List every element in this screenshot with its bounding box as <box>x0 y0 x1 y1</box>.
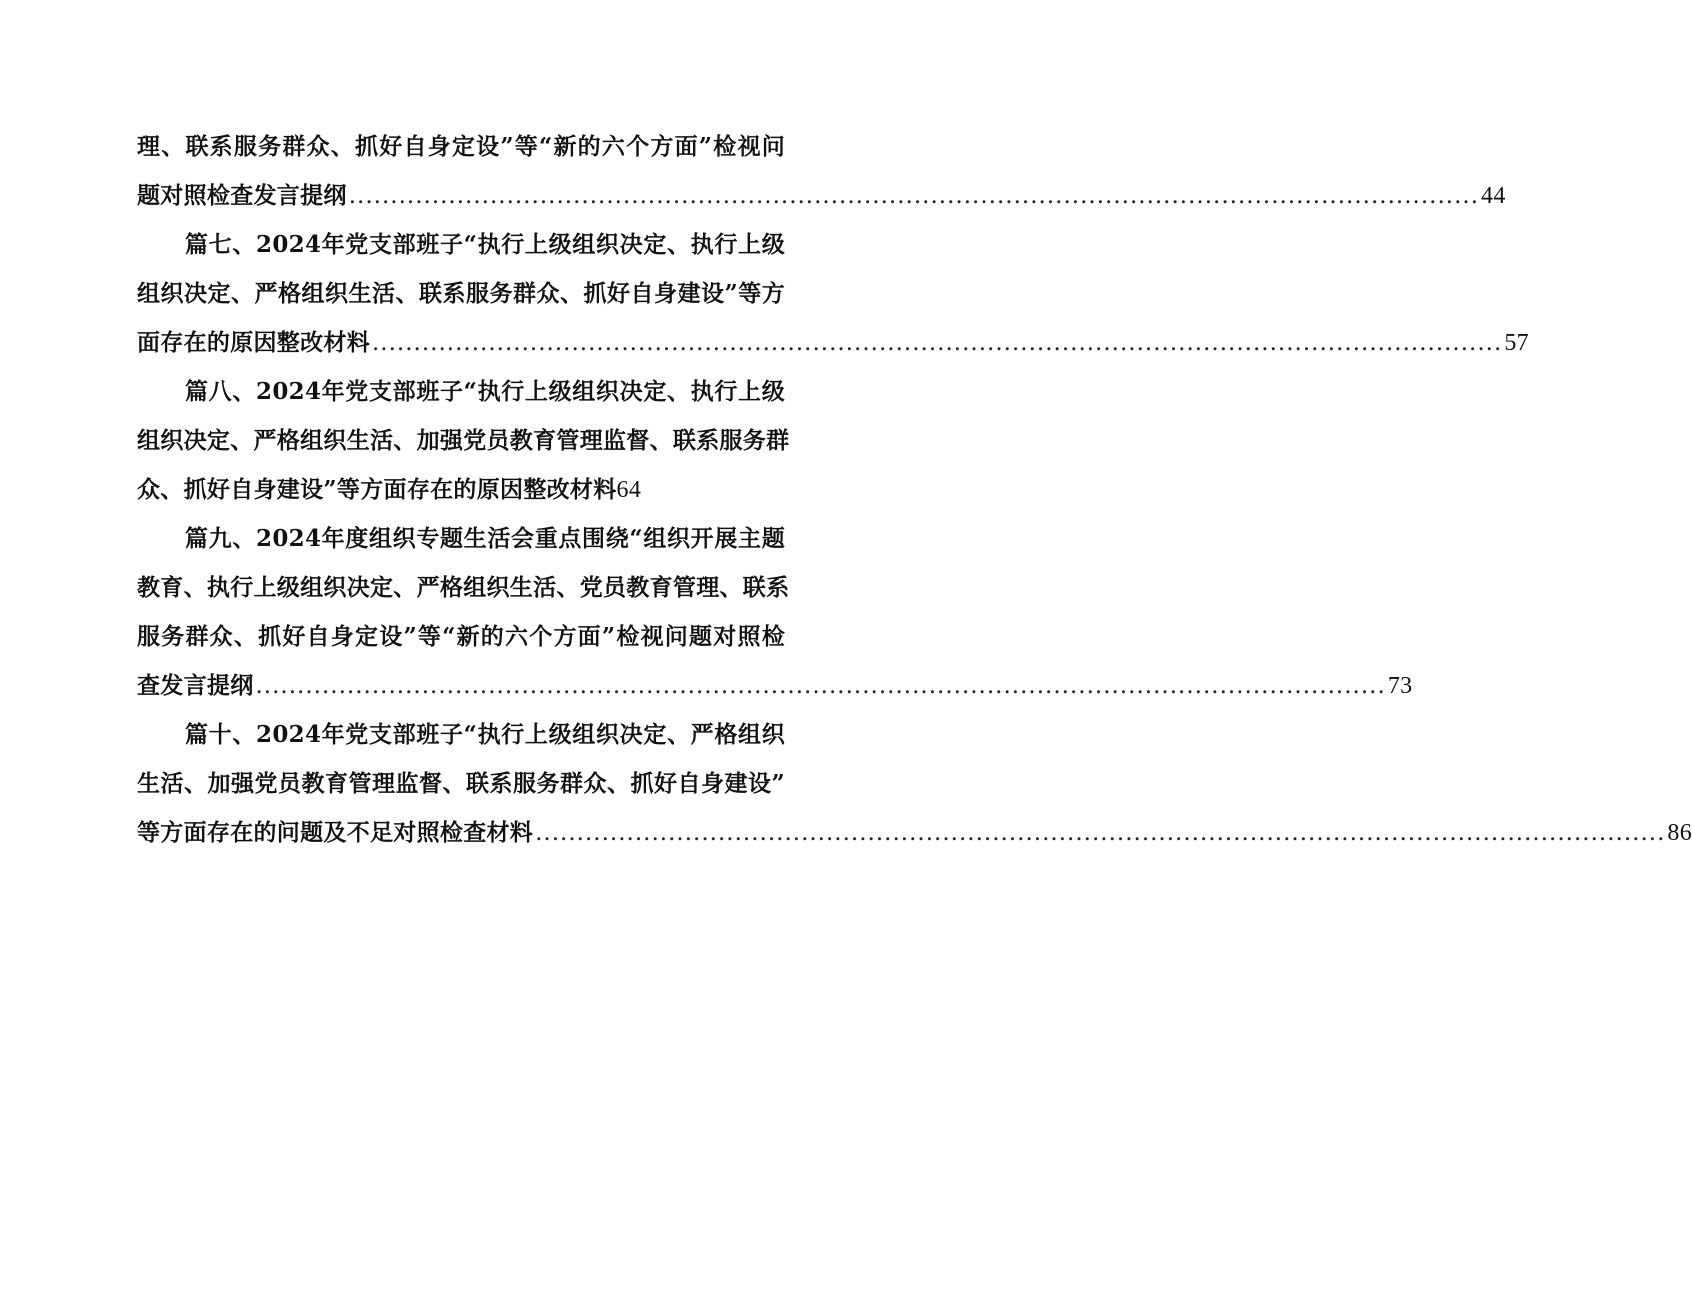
toc-entry-title-end: 众、抓好自身建设”等方面存在的原因整改材料 <box>137 476 617 503</box>
toc-entry-line: 组织决定、严格组织生活、加强党员教育管理监督、联系服务群 <box>137 427 790 454</box>
toc-entry-line: 篇十、2024年党支部班子“执行上级组织决定、严格组织 <box>185 721 785 748</box>
toc-entry-last-line <box>137 171 1506 220</box>
toc-entry-line: 理、联系服务群众、抓好自身定设”等“新的六个方面”检视问 <box>137 133 785 160</box>
toc-entry[interactable] <box>137 710 1692 857</box>
page-number: 73 <box>1387 673 1413 699</box>
page-number: 64 <box>616 477 642 503</box>
toc-entry-title-end: 面存在的原因整改材料 <box>137 329 370 356</box>
page-number: 86 <box>1667 820 1692 846</box>
toc-entry-last-line <box>137 808 1692 857</box>
toc-entry-last-line <box>137 661 1413 710</box>
toc-entry[interactable] <box>137 367 790 514</box>
toc-entry[interactable] <box>137 122 1506 220</box>
toc-entry[interactable] <box>137 220 1529 367</box>
dot-leader: ........................................................................................................................................ <box>535 820 1666 846</box>
toc-entry-line: 服务群众、抓好自身定设”等“新的六个方面”检视问题对照检 <box>137 623 785 650</box>
toc-entry-title-end: 查发言提纲 <box>137 672 254 699</box>
page-number: 57 <box>1504 330 1529 356</box>
toc-entry[interactable] <box>137 514 1413 710</box>
toc-entry-line: 生活、加强党员教育管理监督、联系服务群众、抓好自身建设” <box>137 770 785 797</box>
toc-entry-line: 篇九、2024年度组织专题生活会重点围绕“组织开展主题 <box>185 525 785 552</box>
toc-entry-title-end: 等方面存在的问题及不足对照检查材料 <box>137 819 534 846</box>
toc-entry-line: 篇八、2024年党支部班子“执行上级组织决定、执行上级 <box>185 378 785 405</box>
dot-leader: ........................................................................................................................................ <box>255 673 1386 699</box>
toc-entry-last-line <box>137 318 1529 367</box>
toc-entry-line: 教育、执行上级组织决定、严格组织生活、党员教育管理、联系 <box>137 574 790 601</box>
toc-entry-title-end: 题对照检查发言提纲 <box>137 182 347 209</box>
toc-entry-line: 篇七、2024年党支部班子“执行上级组织决定、执行上级 <box>185 231 785 258</box>
page-number: 44 <box>1481 183 1506 209</box>
dot-leader: ........................................................................................................................................ <box>348 183 1480 209</box>
toc-entry-last-line <box>137 465 785 514</box>
toc-entry-line: 组织决定、严格组织生活、联系服务群众、抓好自身建设”等方 <box>137 280 785 307</box>
table-of-contents <box>137 122 1692 857</box>
dot-leader: ........................................................................................................................................ <box>372 330 1503 356</box>
